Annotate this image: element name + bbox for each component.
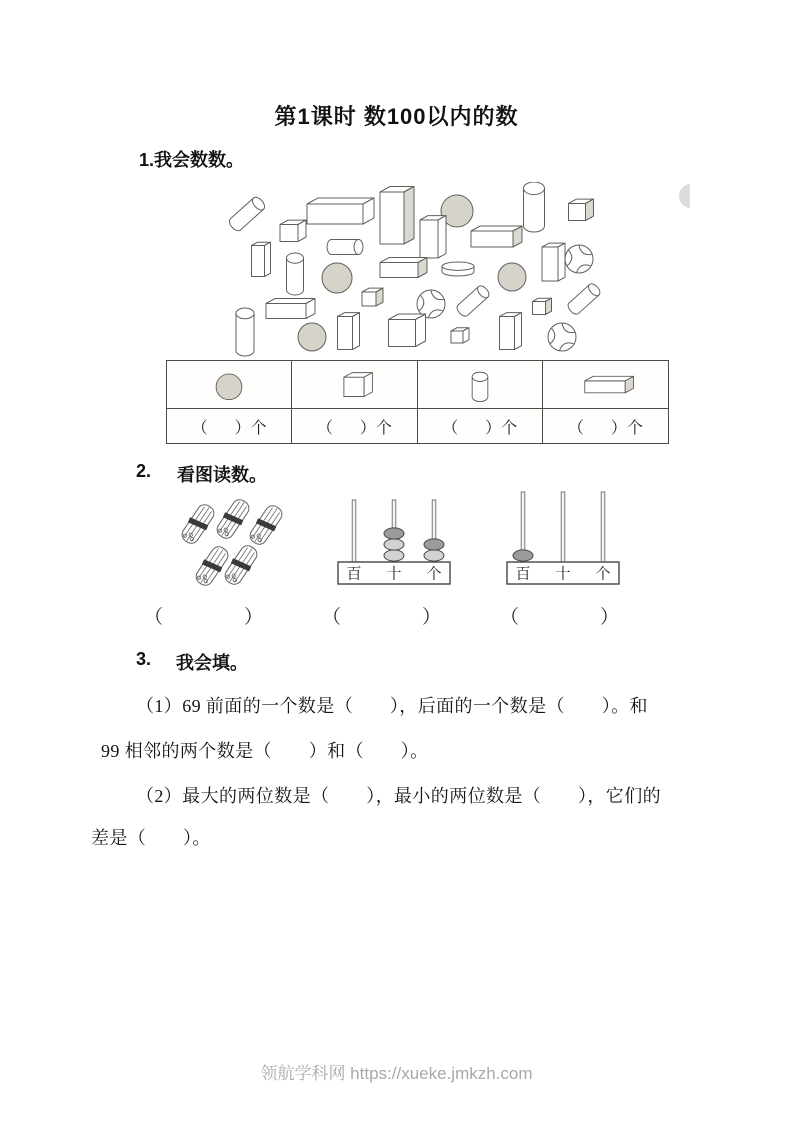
shape-sph bbox=[298, 323, 326, 351]
abacus-bead bbox=[424, 539, 444, 550]
abacus-bead bbox=[513, 550, 533, 561]
section2-number: 2. bbox=[136, 461, 152, 481]
close-paren: ） bbox=[421, 607, 441, 628]
shape-box bbox=[585, 376, 634, 393]
shape-box bbox=[420, 216, 446, 258]
abacus bbox=[338, 500, 450, 584]
stick-bundle bbox=[246, 502, 287, 548]
table-cell-cube bbox=[292, 361, 417, 409]
abacus-bead bbox=[384, 550, 404, 561]
shape-box bbox=[389, 314, 426, 347]
site-watermark: 领航学科网 https://xueke.jmkzh.com bbox=[260, 1064, 533, 1083]
section1-heading: 1.我会数数。 bbox=[139, 150, 245, 170]
shape-box bbox=[252, 242, 271, 276]
question-1-line-1: （1）69 前面的一个数是（ ），后面的一个数是（ ）。和 bbox=[136, 696, 648, 716]
stick-bundle bbox=[178, 501, 219, 547]
place-value-label: 百 bbox=[515, 566, 531, 583]
open-paren: （ bbox=[500, 607, 520, 628]
abacus-rod bbox=[601, 492, 605, 562]
open-paren: （ bbox=[316, 419, 333, 437]
abacus-bead bbox=[424, 550, 444, 561]
close-paren-unit: ）个 bbox=[234, 419, 267, 437]
open-paren: （ bbox=[442, 419, 459, 437]
shape-box bbox=[338, 313, 360, 350]
table-cuboid-icon bbox=[570, 362, 640, 408]
close-paren: ） bbox=[599, 607, 619, 628]
stick-bundle bbox=[221, 542, 262, 588]
section3-heading-text: 我会填。 bbox=[176, 653, 249, 673]
place-value-label: 十 bbox=[386, 566, 402, 583]
close-paren-unit: ）个 bbox=[610, 419, 643, 437]
shape-box bbox=[500, 313, 522, 350]
shape-box bbox=[344, 372, 373, 396]
shape-cyl bbox=[472, 372, 488, 401]
table-answer-blank-cube bbox=[292, 409, 417, 443]
shape-box bbox=[280, 220, 306, 241]
shape-sph bbox=[498, 263, 526, 291]
shape-sph bbox=[322, 263, 352, 293]
answer-blank-sticks bbox=[144, 602, 263, 629]
shape-box bbox=[471, 226, 522, 247]
table-cell-sphere bbox=[167, 361, 292, 409]
shape-cyl bbox=[524, 182, 545, 232]
sticks-and-abacus-figure bbox=[168, 486, 628, 598]
shape-box bbox=[307, 198, 374, 224]
shape-cyl bbox=[442, 262, 474, 276]
table-answer-blank-cylinder bbox=[418, 409, 543, 443]
shape-box bbox=[542, 243, 565, 281]
close-paren-unit: ）个 bbox=[485, 419, 518, 437]
open-paren: （ bbox=[191, 419, 208, 437]
table-cell-cuboid bbox=[543, 361, 668, 409]
shapes-scatter-figure bbox=[170, 182, 690, 360]
shape-cyl bbox=[287, 253, 304, 295]
question-1-line-2: 99 相邻的两个数是（ ）和（ ）。 bbox=[101, 741, 429, 761]
shape-ball bbox=[565, 245, 593, 273]
question-2-line-1: （2）最大的两位数是（ ），最小的两位数是（ ），它们的 bbox=[136, 786, 661, 806]
shape-cyl bbox=[227, 195, 267, 233]
shape-cyl bbox=[455, 284, 491, 318]
answer-blank-abacus-2 bbox=[500, 602, 619, 629]
close-paren: ） bbox=[243, 607, 263, 628]
place-value-label: 个 bbox=[595, 566, 611, 583]
abacus-bead bbox=[384, 528, 404, 539]
shape-box bbox=[380, 258, 427, 278]
shape-ball bbox=[548, 323, 576, 351]
shape-box bbox=[266, 299, 315, 319]
section2-heading bbox=[136, 461, 267, 487]
shape-box bbox=[362, 288, 383, 306]
place-value-label: 个 bbox=[426, 566, 442, 583]
shape-box bbox=[569, 199, 594, 220]
shape-sph bbox=[216, 373, 242, 399]
shape-box bbox=[380, 187, 414, 245]
abacus bbox=[507, 492, 619, 584]
open-paren: （ bbox=[567, 419, 584, 437]
shape-box bbox=[533, 298, 552, 314]
table-answer-blank-sphere bbox=[167, 409, 292, 443]
stick-bundle bbox=[192, 543, 233, 589]
scan-artifact bbox=[679, 184, 690, 208]
section2-heading-text: 看图读数。 bbox=[177, 465, 268, 485]
page-title: 第1课时 数100以内的数 bbox=[274, 104, 519, 129]
table-answer-blank-cuboid bbox=[543, 409, 668, 443]
shape-cyl bbox=[236, 308, 254, 356]
table-sphere-icon bbox=[194, 362, 264, 408]
question-2-line-2: 差是（ ）。 bbox=[91, 828, 211, 848]
shape-cyl bbox=[566, 282, 602, 316]
place-value-label: 百 bbox=[346, 566, 362, 583]
section3-heading bbox=[136, 649, 248, 675]
stick-bundle bbox=[213, 496, 254, 542]
table-cylinder-icon bbox=[445, 362, 515, 408]
table-cell-cylinder bbox=[418, 361, 543, 409]
shape-box bbox=[451, 328, 469, 343]
abacus-rod bbox=[561, 492, 565, 562]
section3-number: 3. bbox=[136, 649, 152, 669]
abacus-rod bbox=[352, 500, 356, 562]
open-paren: （ bbox=[322, 607, 342, 628]
shape-counting-table bbox=[166, 360, 669, 444]
place-value-label: 十 bbox=[555, 566, 571, 583]
open-paren: （ bbox=[144, 607, 164, 628]
table-cube-icon bbox=[319, 362, 389, 408]
shape-cyl bbox=[327, 240, 363, 255]
abacus-bead bbox=[384, 539, 404, 550]
close-paren-unit: ）个 bbox=[359, 419, 392, 437]
answer-blank-abacus-1 bbox=[322, 602, 441, 629]
